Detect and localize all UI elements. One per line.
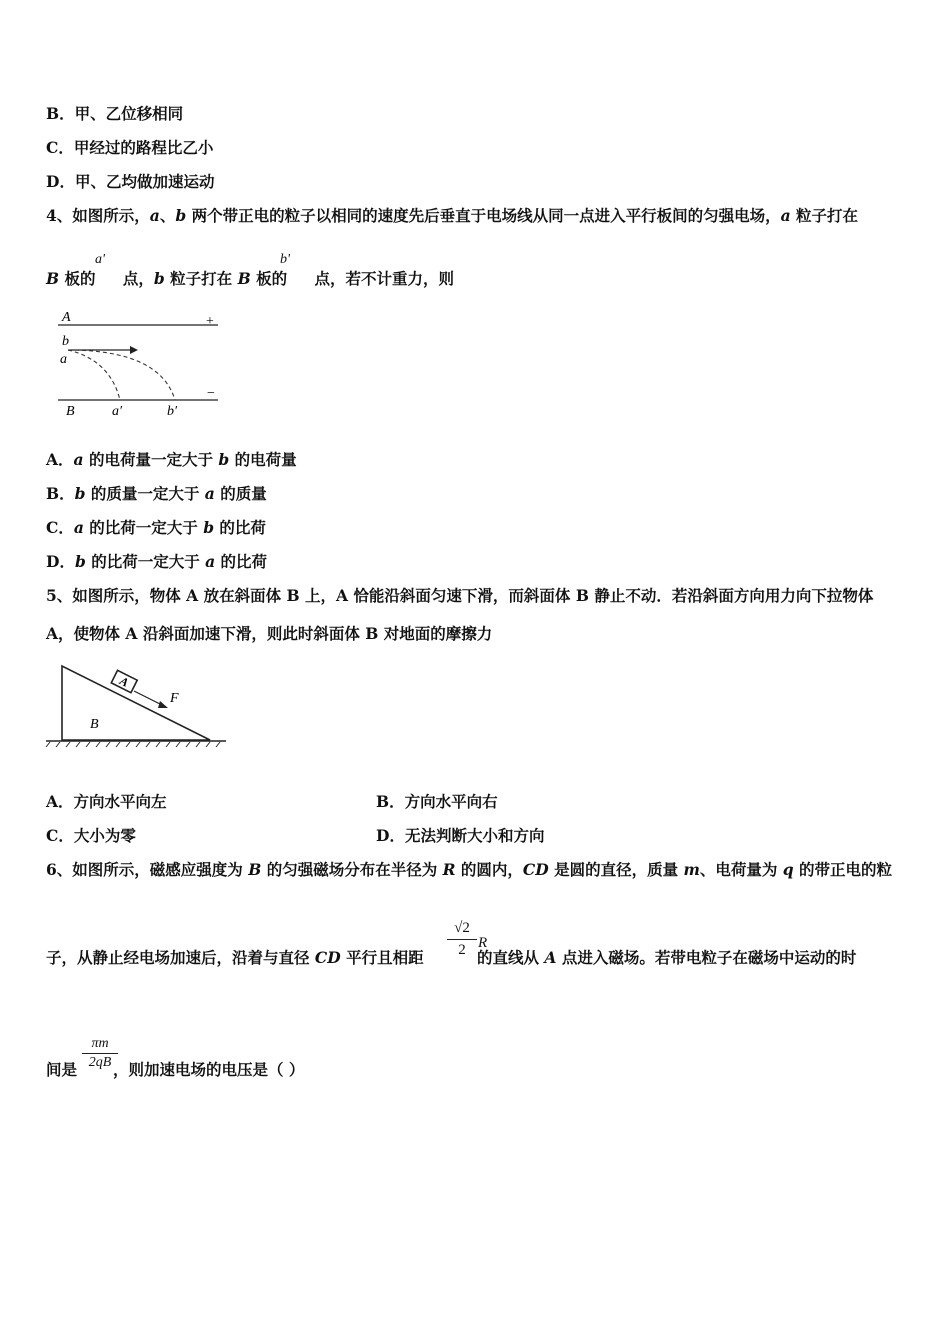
q3-option-d: D．甲、乙均做加速运动 <box>46 172 215 191</box>
q5-incline-figure <box>42 658 232 750</box>
fig-label-F: F <box>170 691 179 706</box>
fig-label-minus: − <box>207 386 215 401</box>
q6-stem-line2: 子，从静止经电场加速后，沿着与直径 CD 平行且相距 的直线从 A 点进入磁场。若带电粒子在磁场中运动的时 <box>46 948 857 967</box>
fig-label-A: A <box>117 673 131 690</box>
fig-label-b-prime: b′ <box>167 404 178 419</box>
fig-label-a-prime: a′ <box>112 404 123 419</box>
fig-label-B: B <box>66 404 75 419</box>
q4-option-b: B．b 的质量一定大于 a 的质量 <box>46 484 267 503</box>
q6-stem-line3: 间是 ，则加速电场的电压是（ ） <box>46 1060 305 1079</box>
q5-option-b: B．方向水平向右 <box>376 792 498 811</box>
fraction-numerator: √2 <box>447 920 477 940</box>
q4-stem-line2: B 板的 点，b 粒子打在 B 板的 点，若不计重力，则 <box>46 269 454 288</box>
q6-fraction-sqrt2-over-2 <box>447 920 477 959</box>
q4-plates-figure <box>50 305 230 425</box>
fig-label-plus: + <box>206 314 214 329</box>
q5-stem-line2: A，使物体 A 沿斜面加速下滑，则此时斜面体 B 对地面的摩擦力 <box>46 624 493 643</box>
q4-option-c: C．a 的比荷一定大于 b 的比荷 <box>46 518 266 537</box>
q4-b-prime-symbol: b' <box>280 252 290 267</box>
q4-stem-line1: 4、如图所示，a、b 两个带正电的粒子以相同的速度先后垂直于电场线从同一点进入平行板间的匀强电场，a 粒子打在 <box>46 206 859 225</box>
q3-option-b: B．甲、乙位移相同 <box>46 104 184 123</box>
fraction-denominator: 2 <box>458 942 466 958</box>
fig-label-b: b <box>62 334 69 349</box>
q6-radius-symbol: R <box>478 935 488 951</box>
q6-stem-line1: 6、如图所示，磁感应强度为 B 的匀强磁场分布在半径为 R 的圆内，CD 是圆的直径，质量 m、电荷量为 q 的带正电的粒 <box>46 860 893 879</box>
q5-stem-line1: 5、如图所示，物体 A 放在斜面体 B 上，A 恰能沿斜面匀速下滑，而斜面体 B 静止不动．若沿斜面方向用力向下拉物体 <box>46 586 874 605</box>
q4-option-d: D．b 的比荷一定大于 a 的比荷 <box>46 552 268 571</box>
q4-option-a: A．a 的电荷量一定大于 b 的电荷量 <box>46 450 297 469</box>
q5-option-a: A．方向水平向左 <box>46 792 167 811</box>
fraction-denominator: 2qB <box>88 1055 112 1070</box>
q5-option-c: C．大小为零 <box>46 826 136 845</box>
fig-label-a: a <box>60 352 67 367</box>
q4-a-prime-symbol: a' <box>95 252 105 267</box>
q3-option-c: C．甲经过的路程比乙小 <box>46 138 214 157</box>
fraction-numerator: πm <box>82 1036 118 1054</box>
q5-option-d: D．无法判断大小和方向 <box>376 826 545 845</box>
q6-fraction-pim-over-2qB <box>82 1036 118 1071</box>
fig-label-B: B <box>90 717 99 732</box>
fig-label-A: A <box>62 310 71 325</box>
